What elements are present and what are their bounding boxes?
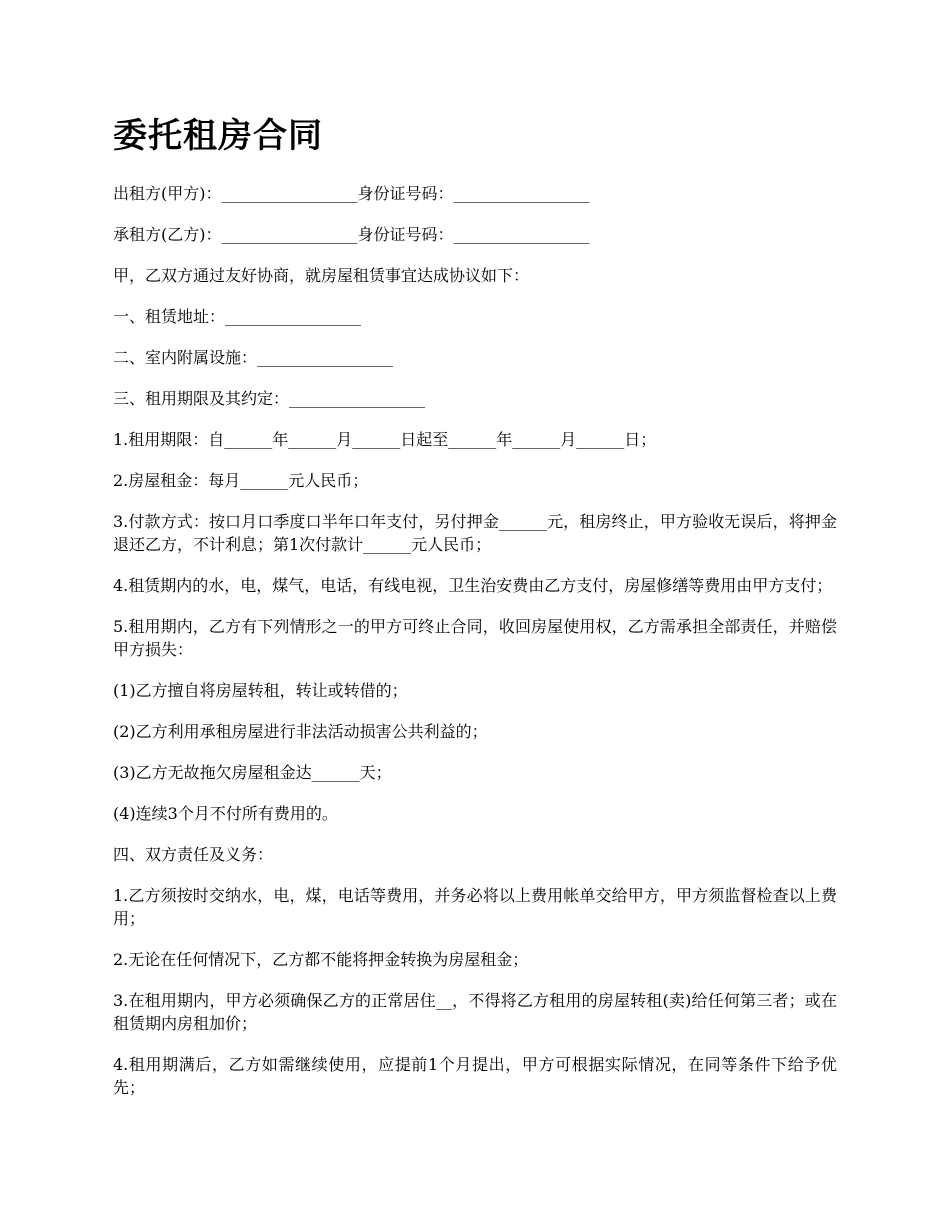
- paragraph-duty-1: 1.乙方须按时交纳水，电，煤，电话等费用，并务必将以上费用帐单交给甲方，甲方须监督检查以上费用；: [113, 886, 837, 928]
- paragraph-lessee: 承租方(乙方)：_________________身份证号码：_________________: [113, 225, 590, 244]
- paragraph-payment: 3.付款方式：按口月口季度口半年口年支付，另付押金______元，租房终止，甲方验收无误后，将押金退还乙方，不计利息；第1次付款计______元人民币；: [113, 512, 837, 554]
- paragraph-termination-item-1: (1)乙方擅自将房屋转租，转让或转借的；: [113, 681, 408, 700]
- paragraph-duty-4: 4.租用期满后，乙方如需继续使用，应提前1个月提出，甲方可根据实际情况，在同等条件下给予优先；: [113, 1055, 837, 1097]
- paragraph-section-3-term: 三、租用期限及其约定：_________________: [113, 389, 426, 408]
- paragraph-rent: 2.房屋租金：每月______元人民币；: [113, 471, 369, 490]
- paragraph-duty-3: 3.在租用期内，甲方必须确保乙方的正常居住__，不得将乙方租用的房屋转租(卖)给任何第三者；或在租赁期内房租加价；: [113, 991, 837, 1033]
- paragraph-lessor: 出租方(甲方)：_________________身份证号码：_________________: [113, 184, 590, 203]
- paragraph-utilities: 4.租赁期内的水，电，煤气，电话，有线电视，卫生治安费由乙方支付，房屋修缮等费用由甲方支付；: [113, 576, 833, 595]
- paragraph-termination-item-3: (3)乙方无故拖欠房屋租金达______天；: [113, 763, 392, 782]
- paragraph-section-1-address: 一、租赁地址：_________________: [113, 307, 362, 326]
- paragraph-term-period: 1.租用期限：自______年______月______日起至______年______月______日；: [113, 430, 657, 449]
- paragraph-section-4-duties: 四、双方责任及义务：: [113, 845, 274, 864]
- paragraph-section-2-facilities: 二、室内附属设施：_________________: [113, 348, 394, 367]
- paragraph-intro: 甲，乙双方通过友好协商，就房屋租赁事宜达成协议如下：: [113, 266, 530, 285]
- paragraph-termination: 5.租用期内，乙方有下列情形之一的甲方可终止合同，收回房屋使用权，乙方需承担全部责任，并赔偿甲方损失：: [113, 617, 837, 659]
- document-title: 委托租房合同: [113, 116, 323, 156]
- paragraph-termination-item-4: (4)连续3个月不付所有费用的。: [113, 804, 338, 823]
- contract-document: [113, 112, 837, 1117]
- paragraph-duty-2: 2.无论在任何情况下，乙方都不能将押金转换为房屋租金；: [113, 950, 529, 969]
- paragraph-termination-item-2: (2)乙方利用承租房屋进行非法活动损害公共利益的；: [113, 722, 488, 741]
